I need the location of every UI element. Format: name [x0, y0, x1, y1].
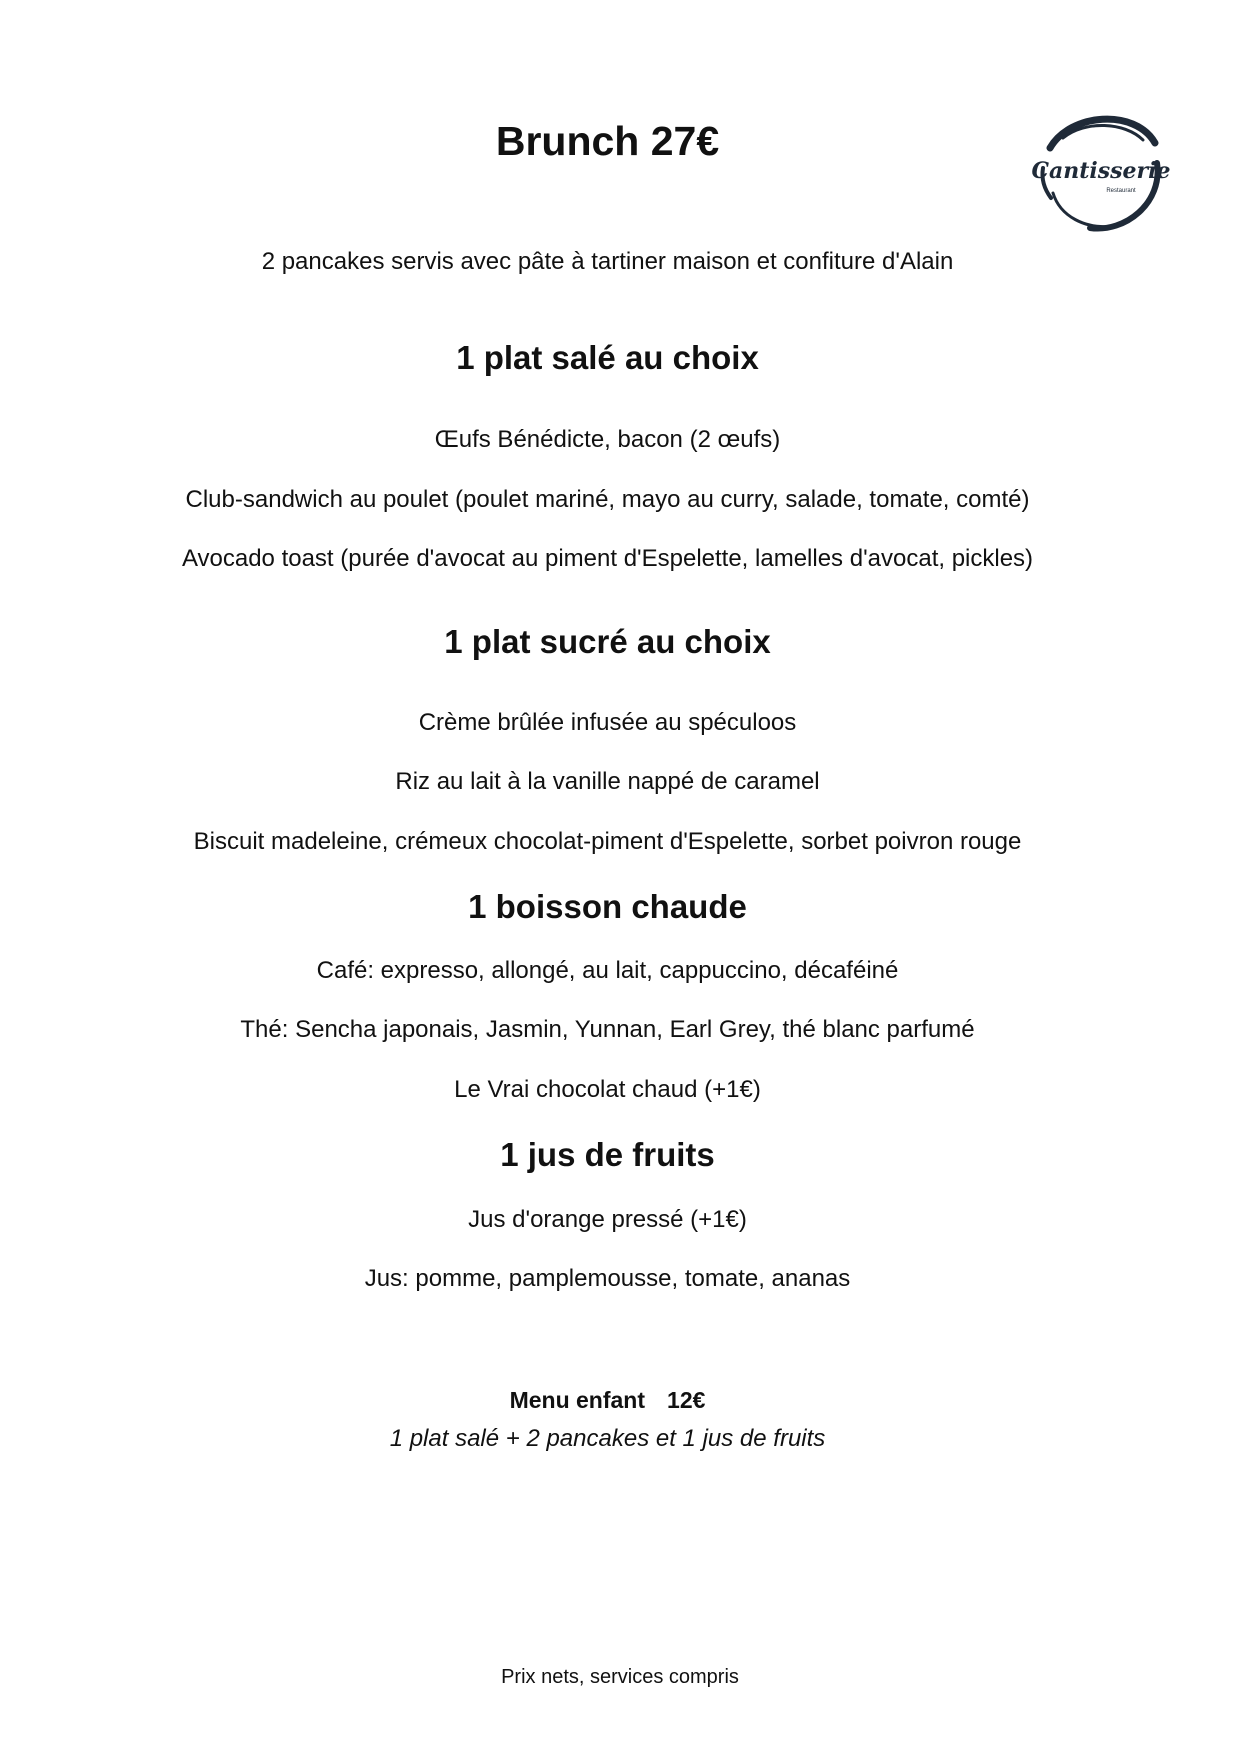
menu-item: Œufs Bénédicte, bacon (2 œufs) — [434, 426, 781, 453]
menu-item: Riz au lait à la vanille nappé de caramel — [395, 768, 820, 795]
restaurant-logo — [1025, 108, 1175, 238]
menu-item: Club-sandwich au poulet (poulet mariné, mayo au curry, salade, tomate, comté) — [185, 486, 1030, 513]
menu-item: Jus: pomme, pamplemousse, tomate, ananas — [364, 1265, 851, 1292]
footer-note: Prix nets, services compris — [501, 1666, 739, 1688]
intro-text: 2 pancakes servis avec pâte à tartiner maison et confiture d'Alain — [261, 248, 954, 275]
logo-sub: Restaurant — [1106, 188, 1136, 194]
menu-item: Le Vrai chocolat chaud (+1€) — [454, 1076, 761, 1103]
menu-item: Crème brûlée infusée au spéculoos — [418, 709, 797, 736]
menu-item: Jus d'orange pressé (+1€) — [468, 1206, 747, 1233]
section-heading-sale: 1 plat salé au choix — [456, 339, 759, 376]
menu-title: Brunch 27€ — [495, 118, 720, 164]
section-heading-sucre: 1 plat sucré au choix — [444, 623, 771, 660]
kids-menu-title — [0, 1387, 1215, 1414]
menu-item: Biscuit madeleine, crémeux chocolat-piment d'Espelette, sorbet poivron rouge — [193, 828, 1022, 855]
menu-item: Avocado toast (purée d'avocat au piment d'Espelette, lamelles d'avocat, pickles) — [181, 545, 1034, 572]
menu-item: Café: expresso, allongé, au lait, cappuccino, décaféiné — [316, 957, 899, 984]
section-heading-jus: 1 jus de fruits — [500, 1136, 715, 1173]
section-heading-boisson: 1 boisson chaude — [468, 888, 747, 925]
kids-menu-label: Menu enfant — [509, 1387, 646, 1413]
logo-brush-circle-icon — [1025, 108, 1175, 238]
logo-name: Cantisserie — [1031, 158, 1171, 184]
kids-menu-description: 1 plat salé + 2 pancakes et 1 jus de fruits — [389, 1425, 826, 1452]
kids-menu-price: 12€ — [667, 1387, 706, 1413]
menu-item: Thé: Sencha japonais, Jasmin, Yunnan, Earl Grey, thé blanc parfumé — [240, 1016, 975, 1043]
